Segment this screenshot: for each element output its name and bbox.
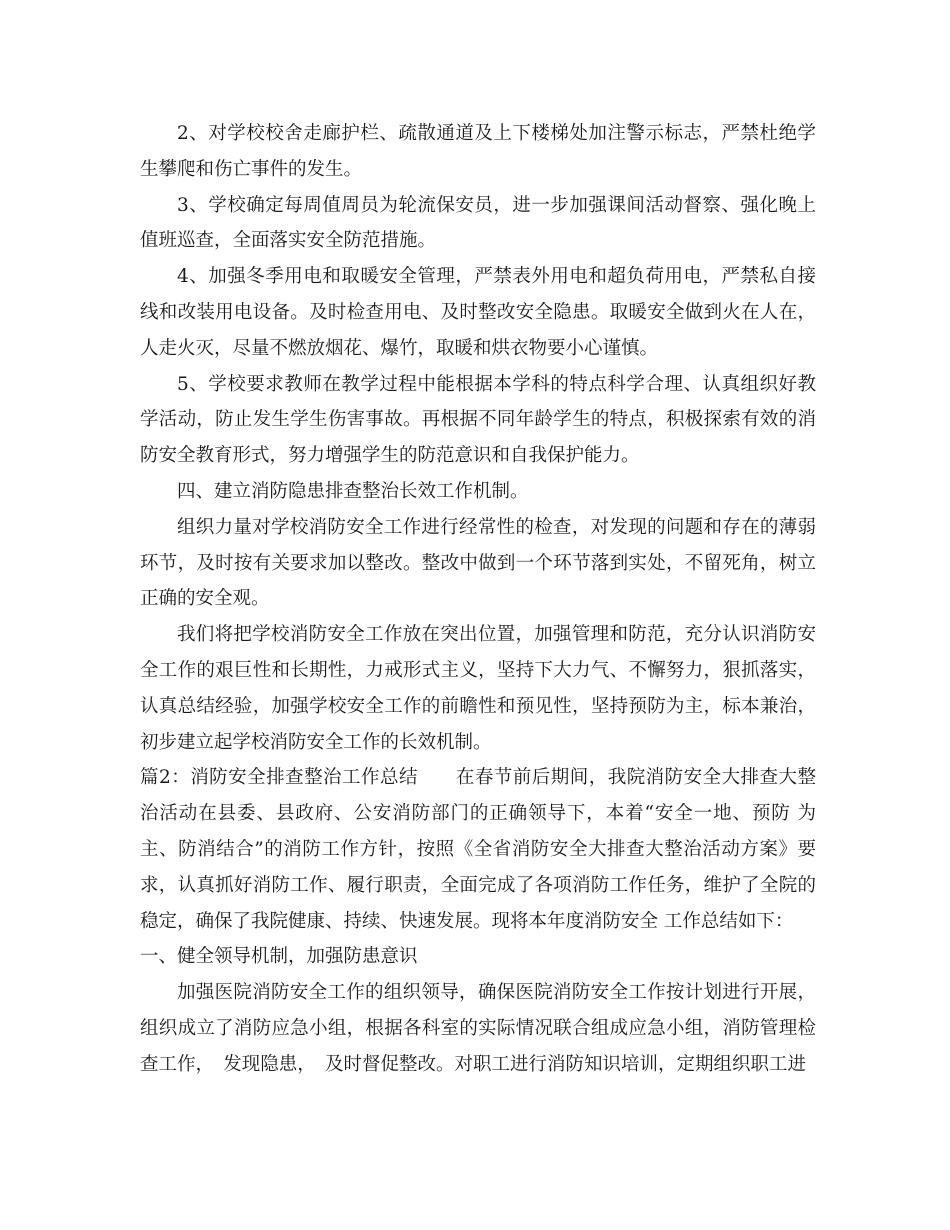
paragraph-inspection: 组织力量对学校消防安全工作进行经常性的检查，对发现的问题和存在的薄弱环节，及时按有关要求加以整改。整改中做到一个环节落到实处，不留死角，树立正确的安全观。 [140, 516, 816, 610]
section-heading-four: 四、建立消防隐患排查整治长效工作机制。 [177, 480, 529, 502]
document-body [140, 116, 816, 1083]
paragraph-item-2-railings: 2、对学校校舍走廊护栏、疏散通道及上下楼梯处加注警示标志，严禁杜绝学生攀爬和伤亡事件的发生。 [140, 123, 816, 180]
article-2-intro: 篇2：消防安全排查整治工作总结 在春节前后期间，我院消防安全大排查大整治活动在县委、县政府、公安消防部门的正确领导下，本着“安全一地、预防 为主、防消结合”的消防工作方针，按照《全省消防安全大排查大整治活动方案》要求，认真抓好消防工作、履行职责，全面完成了各项消防工作任务，维护了全院的稳定，确保了我院健康、持续、快速发展。现将本年度消防安全 工作总结如下： [140, 767, 816, 932]
paragraph-conclusion: 我们将把学校消防安全工作放在突出位置，加强管理和防范，充分认识消防安全工作的艰巨性和长期性，力戒形式主义，坚持下大力气、不懈努力，狠抓落实，认真总结经验，加强学校安全工作的前瞻性和预见性，坚持预防为主，标本兼治，初步建立起学校消防安全工作的长效机制。 [140, 624, 816, 753]
paragraph-item-5-teaching-safety: 5、学校要求教师在教学过程中能根据本学科的特点科学合理、认真组织好教学活动，防止发生学生伤害事故。再根据不同年龄学生的特点，积极探索有效的消防安全教育形式，努力增强学生的防范意识和自我保护能力。 [140, 373, 816, 467]
section-heading-one: 一、健全领导机制，加强防患意识 [140, 946, 418, 968]
paragraph-item-3-security-staff: 3、学校确定每周值周员为轮流保安员，进一步加强课间活动督察、强化晚上值班巡查，全面落实安全防范措施。 [140, 194, 816, 252]
paragraph-item-4-winter-electricity: 4、加强冬季用电和取暖安全管理，严禁表外用电和超负荷用电，严禁私自接线和改装用电设备。及时检查用电、及时整改安全隐患。取暖安全做到火在人在，人走火灭，尽量不燃放烟花、爆竹，取暖和烘衣物要小心谨慎。 [140, 266, 816, 359]
paragraph-leadership: 加强医院消防安全工作的组织领导，确保医院消防安全工作按计划进行开展，组织成立了消防应急小组，根据各科室的实际情况联合组成应急小组，消防管理检查工作， 发现隐患， 及时督促整改。对职工进行消防知识培训，定期组织职工进 [140, 982, 816, 1075]
